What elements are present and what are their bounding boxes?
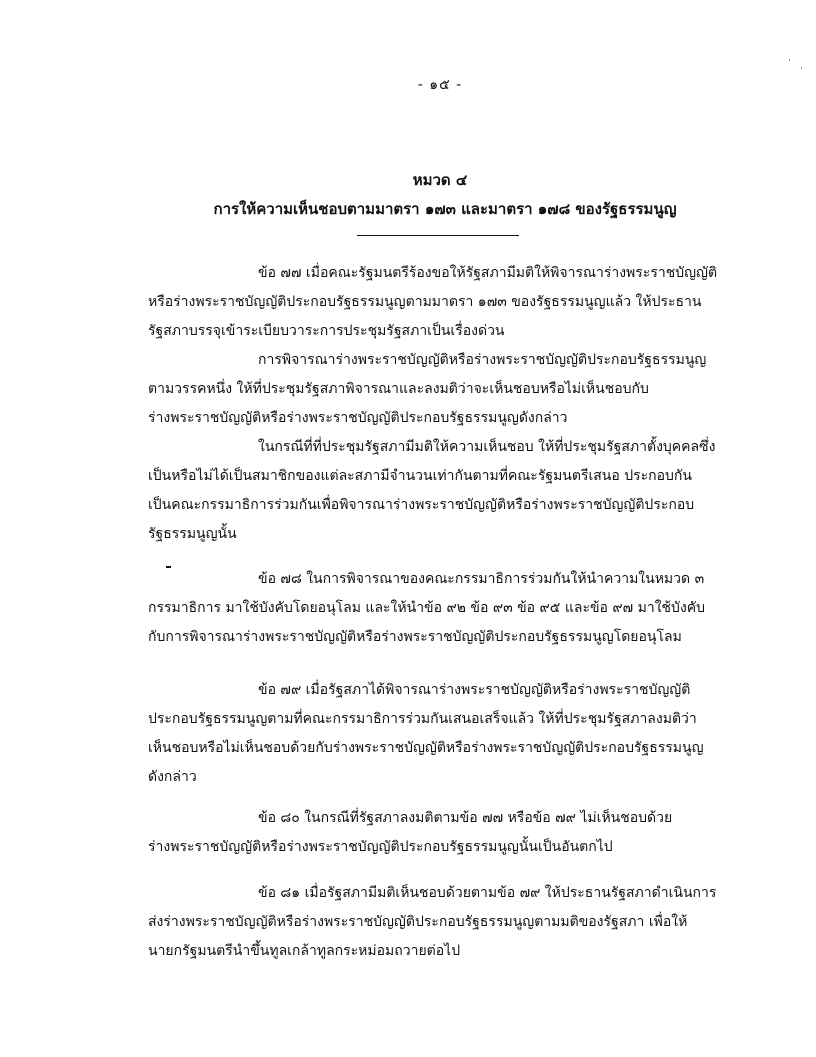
article-77-para3-line-2: เป็นหรือไม่ได้เป็นสมาชิกของแต่ละสภามีจำนวนเท่ากันตามที่คณะรัฐมนตรีเสนอ ประกอบกัน <box>148 468 692 484</box>
article-79-line-3: เห็นชอบหรือไม่เห็นชอบด้วยกับร่างพระราชบัญญัติหรือร่างพระราชบัญญัติประกอบรัฐธรรมนูญ <box>148 740 704 756</box>
article-81-line-2: ส่งร่างพระราชบัญญัติหรือร่างพระราชบัญญัติประกอบรัฐธรรมนูญตามมติของรัฐสภา เพื่อให้ <box>148 914 688 930</box>
article-77-para2-line-2: ตามวรรคหนึ่ง ให้ที่ประชุมรัฐสภาพิจารณาและลงมติว่าจะเห็นชอบหรือไม่เห็นชอบกับ <box>148 381 649 397</box>
article-77-line-1: ข้อ ๗๗ เมื่อคณะรัฐมนตรีร้องขอให้รัฐสภามีมติให้พิจารณาร่างพระราชบัญญัติ <box>258 265 718 281</box>
article-78-line-3: กับการพิจารณาร่างพระราชบัญญัติหรือร่างพระราชบัญญัติประกอบรัฐธรรมนูญโดยอนุโลม <box>148 629 682 645</box>
article-77-line-2: หรือร่างพระราชบัญญัติประกอบรัฐธรรมนูญตามมาตรา ๑๗๓ ของรัฐธรรมนูญแล้ว ให้ประธาน <box>148 294 702 310</box>
article-81-line-3: นายกรัฐมนตรีนำขึ้นทูลเกล้าทูลกระหม่อมถวายต่อไป <box>148 943 461 959</box>
chapter-subtitle: การให้ความเห็นชอบตามมาตรา ๑๗๓ และมาตรา ๑๗๘ ของรัฐธรรมนูญ <box>213 200 677 218</box>
scan-mark <box>166 566 171 568</box>
article-79-line-2: ประกอบรัฐธรรมนูญตามที่คณะกรรมาธิการร่วมกันเสนอเสร็จแล้ว ให้ที่ประชุมรัฐสภาลงมติว่า <box>148 711 697 727</box>
article-78-line-2: กรรมาธิการ มาใช้บังคับโดยอนุโลม และให้นำข้อ ๙๒ ข้อ ๙๓ ข้อ ๙๕ และข้อ ๙๗ มาใช้บังคับ <box>148 600 706 616</box>
article-77-para2-line-3: ร่างพระราชบัญญัติหรือร่างพระราชบัญญัติประกอบรัฐธรรมนูญดังกล่าว <box>148 410 568 426</box>
scan-speck: · <box>800 64 803 74</box>
article-81-line-1: ข้อ ๘๑ เมื่อรัฐสภามีมติเห็นชอบด้วยตามข้อ ๗๙ ให้ประธานรัฐสภาดำเนินการ <box>258 885 717 901</box>
title-underline <box>357 235 519 236</box>
article-79-line-1: ข้อ ๗๙ เมื่อรัฐสภาได้พิจารณาร่างพระราชบัญญัติหรือร่างพระราชบัญญัติ <box>258 682 691 698</box>
article-78-line-1: ข้อ ๗๘ ในการพิจารณาของคณะกรรมาธิการร่วมกันให้นำความในหมวด ๓ <box>258 571 705 587</box>
article-77-para3-line-4: รัฐธรรมนูญนั้น <box>148 526 237 542</box>
article-77-line-3: รัฐสภาบรรจุเข้าระเบียบวาระการประชุมรัฐสภาเป็นเรื่องด่วน <box>148 323 505 339</box>
page-number: - ๑๕ - <box>417 77 463 93</box>
chapter-title: หมวด ๔ <box>412 171 468 189</box>
article-77-para3-line-3: เป็นคณะกรรมาธิการร่วมกันเพื่อพิจารณาร่างพระราชบัญญัติหรือร่างพระราชบัญญัติประกอบ <box>148 497 695 513</box>
article-79-line-4: ดังกล่าว <box>148 769 197 785</box>
scan-speck: · <box>788 56 791 66</box>
article-77-para3-line-1: ในกรณีที่ที่ประชุมรัฐสภามีมติให้ความเห็นชอบ ให้ที่ประชุมรัฐสภาตั้งบุคคลซึ่ง <box>258 439 716 455</box>
article-80-line-1: ข้อ ๘๐ ในกรณีที่รัฐสภาลงมติตามข้อ ๗๗ หรือข้อ ๗๙ ไม่เห็นชอบด้วย <box>258 810 673 826</box>
article-80-line-2: ร่างพระราชบัญญัติหรือร่างพระราชบัญญัติประกอบรัฐธรรมนูญนั้นเป็นอันตกไป <box>148 839 613 855</box>
article-77-para2-line-1: การพิจารณาร่างพระราชบัญญัติหรือร่างพระราชบัญญัติประกอบรัฐธรรมนูญ <box>258 352 707 368</box>
